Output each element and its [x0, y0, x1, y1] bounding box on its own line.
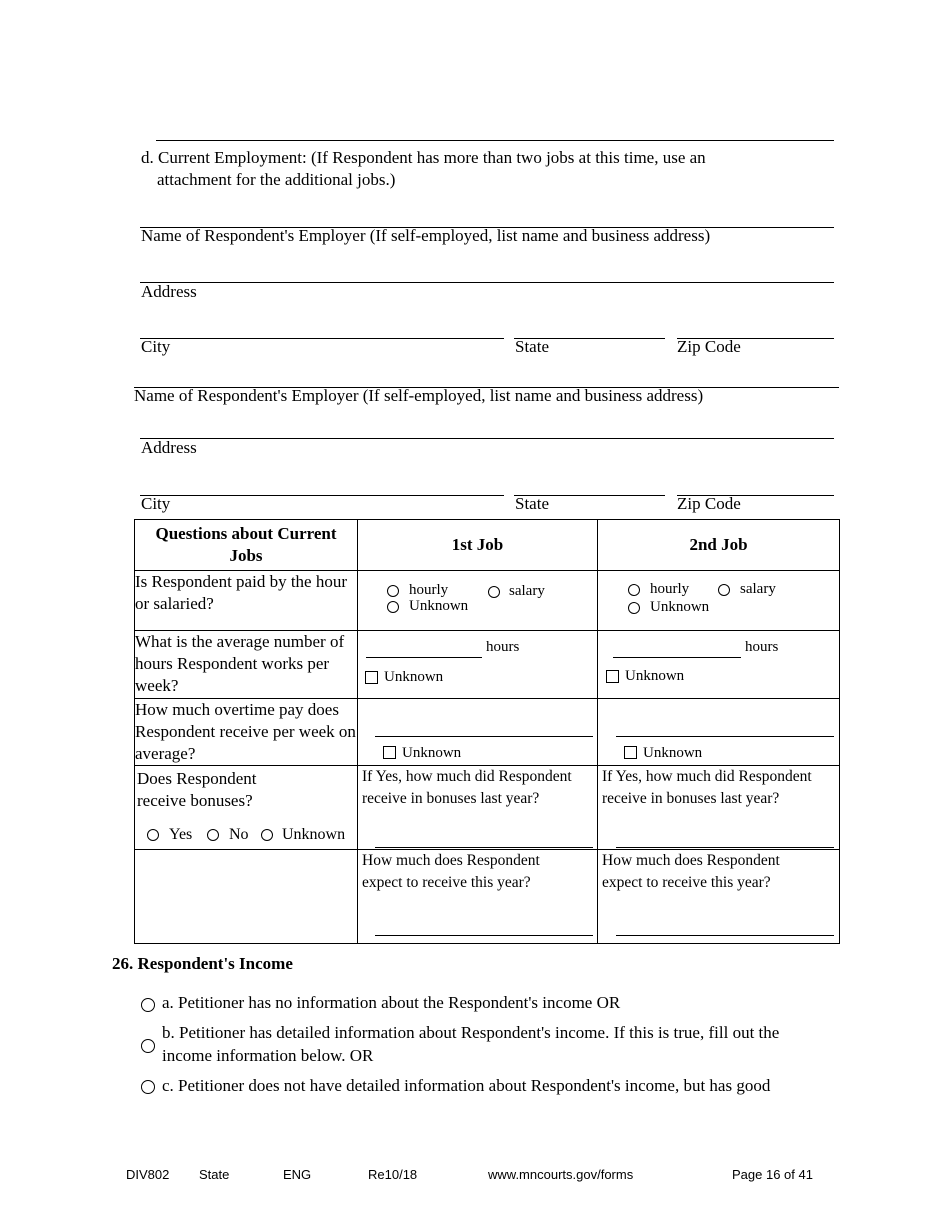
- employer2-city-label: City: [141, 494, 171, 513]
- top-rule: [156, 140, 834, 141]
- section-26-title: 26. Respondent's Income: [112, 954, 293, 973]
- footer-url[interactable]: www.mncourts.gov/forms: [488, 1167, 634, 1182]
- section-d-line1: d. Current Employment: (If Respondent has more than two jobs at this time, use an: [141, 148, 706, 167]
- job1-bonus-this-year-field[interactable]: [375, 935, 593, 936]
- income-option-a-radio[interactable]: [141, 998, 155, 1012]
- job2-hours-field[interactable]: [613, 657, 741, 658]
- bonus-unknown-label: Unknown: [282, 826, 346, 843]
- bonus-no-label: No: [229, 826, 249, 843]
- job1-overtime-unknown-checkbox[interactable]: [383, 746, 396, 759]
- employer2-state-label: State: [515, 494, 549, 513]
- footer-revision: Re10/18: [368, 1167, 418, 1182]
- job2-pay-unknown-label: Unknown: [650, 599, 710, 615]
- job1-salary-radio[interactable]: [488, 586, 500, 598]
- employer1-address-label: Address: [141, 282, 197, 301]
- table-row-bonus-this-year: [135, 850, 840, 944]
- job2-salary-radio[interactable]: [718, 584, 730, 596]
- job1-bonus-last-year-field[interactable]: [375, 847, 593, 848]
- job1-hours-unknown-checkbox[interactable]: [365, 671, 378, 684]
- empty-question-cell: [135, 850, 358, 944]
- bonus-yes-radio[interactable]: [147, 829, 159, 841]
- job1-pay-unknown-label: Unknown: [409, 598, 469, 614]
- income-option-a-label: a. Petitioner has no information about the Respondent's income OR: [162, 993, 621, 1012]
- job1-salary-label: salary: [509, 583, 545, 599]
- footer-jurisdiction: State: [199, 1167, 230, 1182]
- table-row-overtime: [135, 699, 840, 766]
- hours-question: What is the average number of hours Respondent works per week?: [135, 631, 358, 699]
- footer-form-id: DIV802: [126, 1167, 170, 1182]
- employer2-zip-label: Zip Code: [677, 494, 741, 513]
- job2-bonus-this-year-field[interactable]: [616, 935, 834, 936]
- job2-bonus-last-year-cell: [598, 766, 840, 850]
- bonus-no-radio[interactable]: [207, 829, 219, 841]
- employer2-city-field[interactable]: [140, 495, 504, 496]
- job2-overtime-field[interactable]: [616, 736, 834, 737]
- job1-hours-cell: [358, 631, 598, 699]
- job1-overtime-unknown-label: Unknown: [402, 745, 462, 761]
- current-jobs-table: [134, 519, 840, 944]
- bonus-unknown-radio[interactable]: [261, 829, 273, 841]
- job1-bonus-this-year-cell: [358, 850, 598, 944]
- table-row-hours: [135, 631, 840, 699]
- job2-overtime-unknown-label: Unknown: [643, 745, 703, 761]
- job2-bonus-last-year-field[interactable]: [616, 847, 834, 848]
- job1-hourly-radio[interactable]: [387, 585, 399, 597]
- job2-pay-unknown-radio[interactable]: [628, 602, 640, 614]
- header-job1: 1st Job: [358, 520, 598, 571]
- employer2-address-label: Address: [141, 438, 197, 457]
- job1-hours-label: hours: [486, 639, 520, 655]
- job2-hourly-label: hourly: [650, 581, 690, 597]
- employer1-state-label: State: [515, 337, 549, 356]
- employer1-city-label: City: [141, 337, 171, 356]
- overtime-question: How much overtime pay does Respondent receive per week on average?: [135, 699, 358, 766]
- job2-bonus-this-year-text: How much does Respondent expect to receive this year?: [602, 852, 780, 891]
- job1-pay-unknown-radio[interactable]: [387, 601, 399, 613]
- bonus-yes-label: Yes: [169, 826, 193, 843]
- footer-page-number: Page 16 of 41: [732, 1167, 813, 1182]
- job1-bonus-last-year-text: If Yes, how much did Respondent receive in bonuses last year?: [362, 768, 572, 807]
- job1-overtime-field[interactable]: [375, 736, 593, 737]
- job2-overtime-cell: [598, 699, 840, 766]
- header-questions: Questions about Current Jobs: [135, 520, 358, 571]
- section-d-line2: attachment for the additional jobs.): [157, 170, 396, 189]
- income-option-b-label-line2: income information below. OR: [162, 1046, 374, 1065]
- employer2-name-label: Name of Respondent's Employer (If self-employed, list name and business address): [134, 386, 704, 405]
- job2-hours-label: hours: [745, 639, 779, 655]
- job2-bonus-last-year-text: If Yes, how much did Respondent receive in bonuses last year?: [602, 768, 812, 807]
- job2-bonus-this-year-cell: [598, 850, 840, 944]
- income-option-c-label: c. Petitioner does not have detailed information about Respondent's income, but has good: [162, 1076, 771, 1095]
- employer2-address-field[interactable]: [140, 438, 834, 439]
- job1-hours-unknown-label: Unknown: [384, 669, 444, 685]
- employer1-name-label: Name of Respondent's Employer (If self-employed, list name and business address): [141, 226, 711, 245]
- income-option-b-label-line1: b. Petitioner has detailed information about Respondent's income. If this is true, fill out the: [162, 1023, 780, 1042]
- pay-question: Is Respondent paid by the hour or salaried?: [135, 571, 358, 631]
- job1-overtime-cell: [358, 699, 598, 766]
- job1-bonus-last-year-cell: [358, 766, 598, 850]
- job1-pay-cell: [358, 571, 598, 631]
- employer1-address-field[interactable]: [140, 282, 834, 283]
- employer1-city-field[interactable]: [140, 338, 504, 339]
- header-job2: 2nd Job: [598, 520, 840, 571]
- job2-hours-cell: [598, 631, 840, 699]
- job2-pay-cell: [598, 571, 840, 631]
- job2-hourly-radio[interactable]: [628, 584, 640, 596]
- footer-language: ENG: [283, 1167, 312, 1182]
- job1-hourly-label: hourly: [409, 582, 449, 598]
- table-row-bonus-last-year: [135, 766, 840, 850]
- job2-hours-unknown-checkbox[interactable]: [606, 670, 619, 683]
- job1-hours-field[interactable]: [366, 657, 482, 658]
- employer1-zip-label: Zip Code: [677, 337, 741, 356]
- job2-overtime-unknown-checkbox[interactable]: [624, 746, 637, 759]
- table-row-pay-type: [135, 571, 840, 631]
- bonus-question: Does Respondent receive bonuses?: [137, 769, 257, 810]
- income-option-b-radio[interactable]: [141, 1039, 155, 1053]
- job2-hours-unknown-label: Unknown: [625, 668, 685, 684]
- job2-salary-label: salary: [740, 581, 776, 597]
- job1-bonus-this-year-text: How much does Respondent expect to receive this year?: [362, 852, 540, 891]
- bonus-question-cell: [135, 766, 358, 850]
- income-option-c-radio[interactable]: [141, 1080, 155, 1094]
- table-header-row: [135, 520, 840, 571]
